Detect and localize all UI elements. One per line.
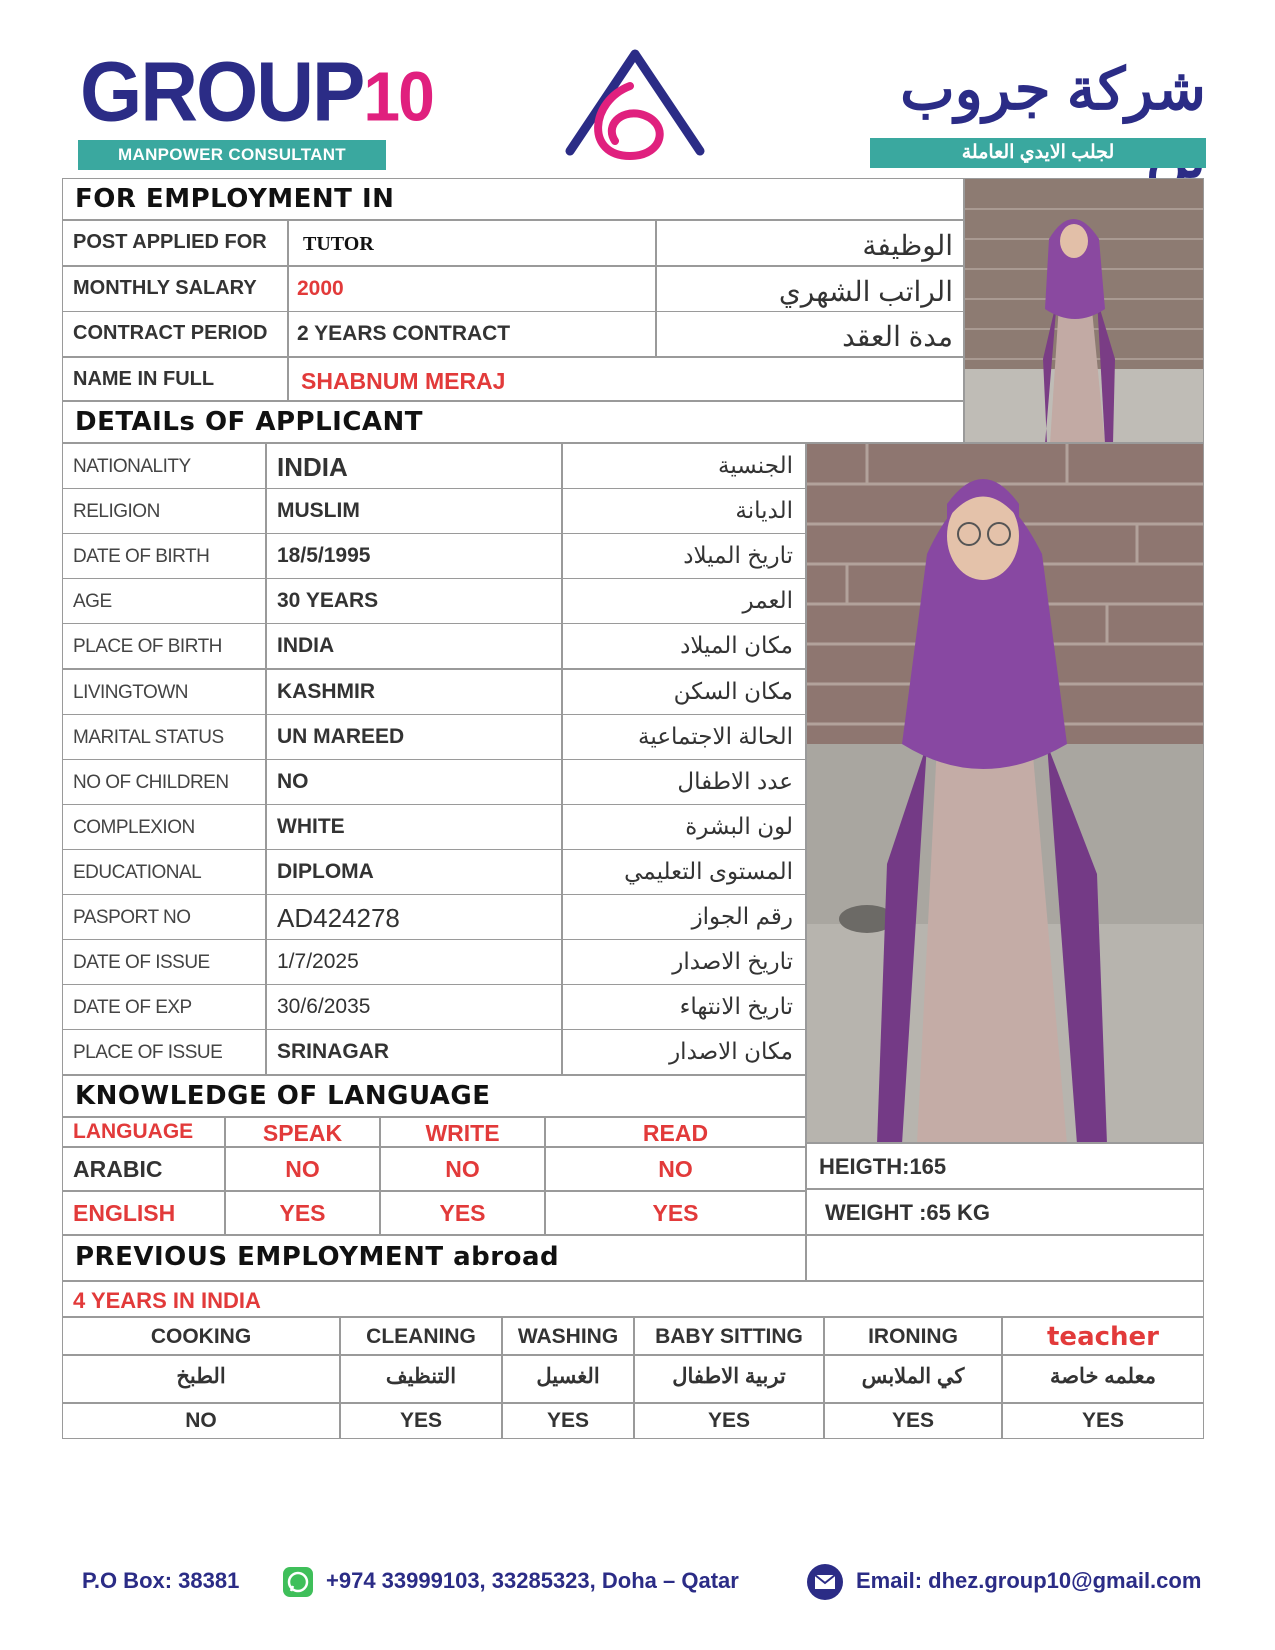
detail-arabic-label: مكان الميلاد	[680, 632, 793, 659]
experience-row	[62, 1281, 1204, 1317]
skill-name-arabic: كي الملابس	[861, 1365, 965, 1388]
skill-value-cell	[634, 1403, 824, 1439]
detail-value-cell	[266, 443, 562, 489]
detail-value: DIPLOMA	[277, 859, 374, 883]
detail-arabic-label: مكان السكن	[673, 677, 793, 704]
detail-label: DATE OF BIRTH	[73, 546, 210, 568]
weight-cell	[806, 1189, 1204, 1235]
language-header: WRITE	[425, 1120, 500, 1146]
po-box: P.O Box: 38381	[82, 1568, 240, 1593]
detail-value: NO	[277, 769, 309, 793]
skill-value-cell	[824, 1403, 1002, 1439]
language-cell	[62, 1191, 225, 1235]
skill-arabic-cell	[1002, 1355, 1204, 1403]
detail-arabic-cell	[562, 759, 806, 805]
detail-arabic-label: رقم الجواز	[691, 903, 793, 929]
detail-label: AGE	[73, 591, 112, 613]
language-value: YES	[279, 1200, 326, 1226]
detail-value: 1/7/2025	[277, 950, 359, 974]
detail-label-cell	[62, 623, 266, 669]
detail-arabic-label: المستوى التعليمي	[624, 857, 793, 884]
detail-arabic-cell	[562, 488, 806, 534]
section-title: DETAILs OF APPLICANT	[75, 407, 424, 437]
height-value: HEIGTH:165	[819, 1154, 947, 1179]
detail-value: 30 YEARS	[277, 589, 379, 613]
employment-arabic-cell	[656, 311, 964, 357]
house-arch-logo-icon	[560, 46, 710, 166]
detail-label: DATE OF EXP	[73, 997, 192, 1019]
detail-label: NO OF CHILDREN	[73, 771, 229, 793]
employment-value-cell	[288, 311, 656, 357]
detail-value-cell	[266, 533, 562, 579]
skill-header-cell	[502, 1317, 634, 1355]
name-value-cell	[288, 357, 964, 401]
whatsapp-icon	[282, 1566, 314, 1598]
detail-value: INDIA	[277, 634, 335, 658]
brand-tagline: MANPOWER CONSULTANT	[78, 140, 386, 170]
experience-value: 4 YEARS IN INDIA	[73, 1288, 261, 1313]
section-title: FOR EMPLOYMENT IN	[75, 184, 395, 214]
skill-value-cell	[1002, 1403, 1204, 1439]
previous-employment-blank	[806, 1235, 1204, 1281]
language-value: YES	[439, 1200, 486, 1226]
detail-arabic-label: الحالة الاجتماعية	[638, 722, 793, 749]
detail-value-cell	[266, 939, 562, 985]
employment-label-cell	[62, 311, 288, 357]
skill-name-arabic: الغسيل	[536, 1365, 600, 1388]
language-header: SPEAK	[262, 1120, 343, 1146]
employment-section-header	[62, 178, 964, 220]
detail-value-cell	[266, 578, 562, 624]
skill-header-cell	[1002, 1317, 1204, 1355]
skill-name-arabic: الطبخ	[176, 1365, 226, 1388]
language-value: YES	[652, 1200, 699, 1226]
detail-label-cell	[62, 669, 266, 715]
detail-label-cell	[62, 759, 266, 805]
detail-value-cell	[266, 759, 562, 805]
mail-icon	[806, 1563, 844, 1601]
skill-value: YES	[1081, 1409, 1125, 1432]
detail-label-cell	[62, 984, 266, 1030]
detail-value-cell	[266, 894, 562, 940]
detail-value-cell	[266, 849, 562, 895]
detail-value: INDIA	[277, 452, 348, 482]
detail-value: AD424278	[277, 903, 400, 933]
detail-label-cell	[62, 714, 266, 760]
detail-arabic-label: مكان الاصدار	[669, 1038, 793, 1065]
skill-name: BABY SITTING	[655, 1325, 803, 1348]
language-value: NO	[445, 1156, 480, 1182]
skill-header-cell	[634, 1317, 824, 1355]
language-cell	[225, 1191, 380, 1235]
detail-value-cell	[266, 714, 562, 760]
detail-value-cell	[266, 623, 562, 669]
detail-arabic-cell	[562, 578, 806, 624]
detail-arabic-label: لون البشرة	[685, 812, 793, 839]
skill-arabic-cell	[502, 1355, 634, 1403]
skill-value: YES	[891, 1409, 935, 1432]
detail-arabic-cell	[562, 804, 806, 850]
skill-name: CLEANING	[366, 1325, 476, 1348]
detail-value: UN MAREED	[277, 724, 405, 748]
skill-name-arabic: معلمه خاصة	[1049, 1365, 1157, 1388]
skill-header-cell	[824, 1317, 1002, 1355]
detail-label-cell	[62, 1029, 266, 1075]
language-value: ARABIC	[73, 1156, 163, 1182]
brand-name-arabic: شركة جروب	[900, 57, 1206, 122]
employment-arabic-label: الراتب الشهري	[778, 275, 953, 307]
employment-value: 2000	[297, 276, 344, 300]
employment-label: MONTHLY SALARY	[73, 276, 257, 299]
employment-arabic-cell	[656, 220, 964, 266]
phone-numbers: +974 33999103, 33285323, Doha – Qatar	[326, 1568, 739, 1593]
language-header: LANGUAGE	[73, 1120, 194, 1143]
detail-label-cell	[62, 443, 266, 489]
detail-arabic-cell	[562, 533, 806, 579]
language-value: ENGLISH	[73, 1200, 176, 1226]
skill-value: YES	[707, 1409, 751, 1432]
detail-label: PLACE OF ISSUE	[73, 1042, 223, 1064]
detail-arabic-cell	[562, 894, 806, 940]
detail-arabic-cell	[562, 1029, 806, 1075]
employment-label: CONTRACT PERIOD	[73, 322, 268, 345]
section-title: KNOWLEDGE OF LANGUAGE	[75, 1081, 491, 1111]
detail-value: SRINAGAR	[277, 1040, 390, 1064]
language-cell	[380, 1147, 545, 1191]
skill-name: IRONING	[868, 1325, 958, 1348]
detail-label: EDUCATIONAL	[73, 861, 202, 883]
skill-value-cell	[62, 1403, 340, 1439]
employment-arabic-label: مدة العقد	[842, 321, 953, 353]
previous-employment-header	[62, 1235, 806, 1281]
applicant-photo-small-image	[965, 179, 1204, 443]
detail-value-cell	[266, 669, 562, 715]
skill-header-cell	[62, 1317, 340, 1355]
height-cell	[806, 1143, 1204, 1189]
detail-label-cell	[62, 849, 266, 895]
detail-label-cell	[62, 488, 266, 534]
skill-value-cell	[502, 1403, 634, 1439]
language-header-cell	[545, 1117, 806, 1147]
name-label: NAME IN FULL	[73, 368, 215, 390]
detail-arabic-cell	[562, 849, 806, 895]
name-label-cell	[62, 357, 288, 401]
detail-arabic-label: العمر	[742, 587, 793, 614]
detail-label: LIVINGTOWN	[73, 681, 188, 703]
applicant-photo-large	[806, 443, 1204, 1143]
detail-label-cell	[62, 533, 266, 579]
skill-arabic-cell	[634, 1355, 824, 1403]
detail-arabic-cell	[562, 714, 806, 760]
detail-label-cell	[62, 894, 266, 940]
detail-label: COMPLEXION	[73, 816, 195, 838]
detail-label-cell	[62, 804, 266, 850]
skill-arabic-cell	[340, 1355, 502, 1403]
detail-label-cell	[62, 578, 266, 624]
detail-arabic-label: تاريخ الاصدار	[672, 948, 793, 975]
detail-arabic-label: تاريخ الانتهاء	[679, 993, 793, 1020]
skill-name-arabic: تربية الاطفال	[672, 1365, 786, 1388]
employment-arabic-label: الوظيفة	[862, 230, 953, 261]
skill-value: NO	[185, 1409, 217, 1432]
skill-value: YES	[399, 1409, 443, 1432]
detail-value-cell	[266, 1029, 562, 1075]
language-section-header	[62, 1075, 806, 1117]
section-title: PREVIOUS EMPLOYMENT abroad	[75, 1242, 560, 1272]
language-cell	[225, 1147, 380, 1191]
language-header-cell	[380, 1117, 545, 1147]
language-cell	[62, 1147, 225, 1191]
detail-label: DATE OF ISSUE	[73, 952, 210, 974]
language-value: NO	[658, 1156, 693, 1182]
skill-name: WASHING	[517, 1325, 619, 1348]
employment-label-cell	[62, 220, 288, 266]
name-value: SHABNUM MERAJ	[301, 368, 506, 394]
detail-arabic-cell	[562, 939, 806, 985]
applicant-photo-small	[964, 178, 1204, 443]
skill-value-cell	[340, 1403, 502, 1439]
details-section-header	[62, 401, 964, 443]
detail-label: PASPORT NO	[73, 907, 191, 928]
language-header-cell	[62, 1117, 225, 1147]
employment-value: 2 YEARS CONTRACT	[297, 322, 511, 346]
employment-arabic-cell	[656, 266, 964, 312]
weight-value: WEIGHT :65 KG	[825, 1200, 991, 1225]
employment-value-cell	[288, 266, 656, 312]
skill-arabic-cell	[62, 1355, 340, 1403]
detail-label: RELIGION	[73, 501, 160, 523]
language-cell	[380, 1191, 545, 1235]
detail-arabic-label: تاريخ الميلاد	[683, 542, 793, 569]
detail-value: KASHMIR	[277, 679, 375, 703]
detail-value-cell	[266, 804, 562, 850]
detail-value: MUSLIM	[277, 499, 360, 523]
detail-arabic-label: عدد الاطفال	[677, 767, 793, 794]
skill-name: teacher	[1047, 1322, 1159, 1352]
language-header: READ	[642, 1120, 709, 1146]
detail-value: WHITE	[277, 814, 345, 838]
employment-value: TUTOR	[303, 233, 374, 255]
detail-label: PLACE OF BIRTH	[73, 636, 222, 658]
detail-value-cell	[266, 488, 562, 534]
detail-value: 18/5/1995	[277, 544, 371, 568]
brand-tagline-arabic: لجلب الايدي العاملة	[870, 138, 1206, 168]
language-value: NO	[285, 1156, 320, 1182]
skill-name-arabic: التنظيف	[385, 1365, 457, 1388]
employment-label: POST APPLIED FOR	[73, 231, 267, 253]
employment-label-cell	[62, 266, 288, 312]
detail-label-cell	[62, 939, 266, 985]
detail-arabic-cell	[562, 984, 806, 1030]
detail-arabic-cell	[562, 669, 806, 715]
applicant-photo-large-image	[807, 444, 1204, 1143]
language-cell	[545, 1147, 806, 1191]
language-cell	[545, 1191, 806, 1235]
detail-label: NATIONALITY	[73, 456, 191, 477]
detail-arabic-label: الجنسية	[718, 452, 793, 478]
brand-logo-text: GROUP10	[80, 44, 433, 139]
skill-header-cell	[340, 1317, 502, 1355]
skill-name: COOKING	[150, 1325, 252, 1348]
detail-arabic-cell	[562, 623, 806, 669]
email-address: Email: dhez.group10@gmail.com	[856, 1568, 1202, 1593]
language-header-cell	[225, 1117, 380, 1147]
detail-value: 30/6/2035	[277, 995, 371, 1019]
employment-value-cell	[288, 220, 656, 266]
detail-label: MARITAL STATUS	[73, 726, 224, 748]
skill-value: YES	[546, 1409, 590, 1432]
detail-arabic-cell	[562, 443, 806, 489]
detail-value-cell	[266, 984, 562, 1030]
skill-arabic-cell	[824, 1355, 1002, 1403]
detail-arabic-label: الديانة	[735, 497, 793, 524]
